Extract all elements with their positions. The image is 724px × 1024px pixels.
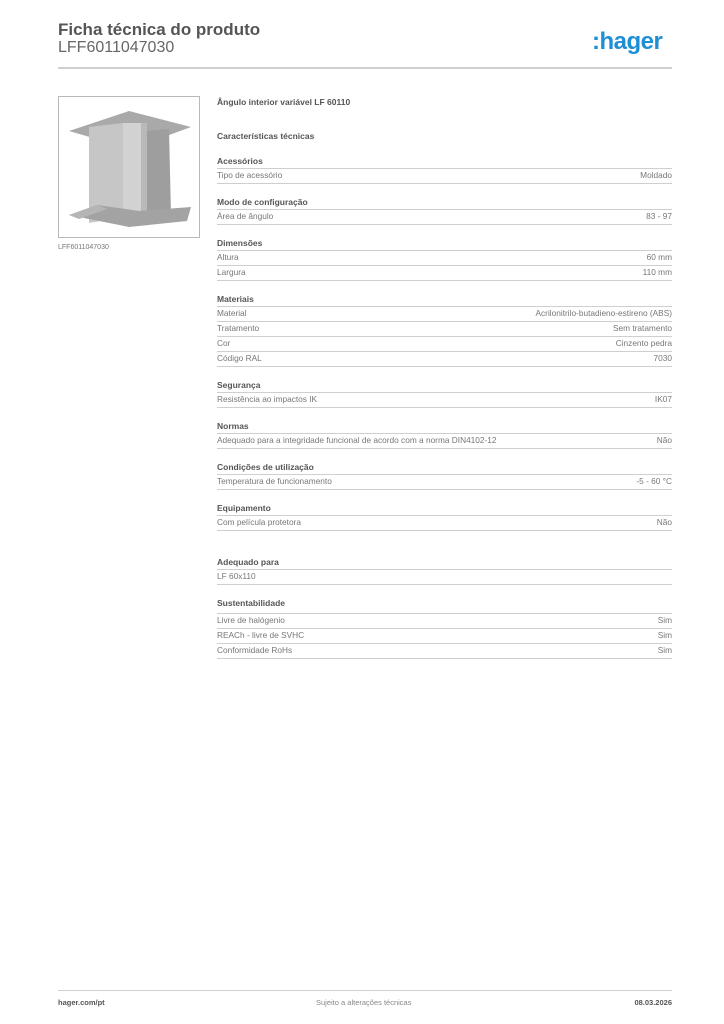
section-title: Equipamento bbox=[217, 503, 672, 516]
footer-divider bbox=[58, 990, 672, 991]
section-seguranca bbox=[217, 380, 672, 408]
footer-notice: Sujeito a alterações técnicas bbox=[316, 998, 412, 1007]
spec-label: Largura bbox=[217, 267, 246, 277]
product-reference: LFF6011047030 bbox=[58, 39, 175, 56]
spec-label: Altura bbox=[217, 252, 239, 262]
section-normas bbox=[217, 421, 672, 449]
spec-row bbox=[217, 210, 672, 225]
spec-label: Temperatura de funcionamento bbox=[217, 476, 332, 486]
spec-row bbox=[217, 393, 672, 408]
spec-row bbox=[217, 169, 672, 184]
hager-logo bbox=[592, 28, 662, 56]
section-dimensoes bbox=[217, 238, 672, 281]
page-footer bbox=[58, 998, 672, 1007]
spec-label: LF 60x110 bbox=[217, 571, 256, 581]
spec-row bbox=[217, 475, 672, 490]
spec-value: 110 mm bbox=[642, 267, 672, 277]
spec-label: Tratamento bbox=[217, 323, 260, 333]
spec-row bbox=[217, 251, 672, 266]
spec-value: Sim bbox=[657, 615, 672, 625]
section-title: Segurança bbox=[217, 380, 672, 393]
spec-label: REACh - livre de SVHC bbox=[217, 630, 305, 640]
spec-value: Sem tratamento bbox=[612, 323, 672, 333]
product-image bbox=[58, 96, 200, 238]
spec-label: Livre de halógenio bbox=[217, 615, 285, 625]
spec-label: Com película protetora bbox=[217, 517, 301, 527]
spec-label: Área de ângulo bbox=[217, 211, 274, 221]
spec-value: Cinzento pedra bbox=[615, 338, 672, 348]
section-title: Adequado para bbox=[217, 557, 672, 570]
spec-value: IK07 bbox=[654, 394, 672, 404]
spec-value: Acrilonitrilo-butadieno-estireno (ABS) bbox=[535, 308, 672, 318]
spec-label: Cor bbox=[217, 338, 231, 348]
section-equipamento bbox=[217, 503, 672, 531]
spec-row bbox=[217, 629, 672, 644]
spec-row bbox=[217, 352, 672, 367]
spec-value: Moldado bbox=[640, 170, 672, 180]
spec-value: Não bbox=[656, 517, 672, 527]
section-adequado-para bbox=[217, 557, 672, 585]
spec-value: 60 mm bbox=[646, 252, 672, 262]
spec-row bbox=[217, 516, 672, 531]
spec-label: Tipo de acessório bbox=[217, 170, 283, 180]
logo-text: :hager bbox=[592, 28, 663, 55]
footer-website-link[interactable]: hager.com/pt bbox=[58, 998, 105, 1007]
spec-row bbox=[217, 266, 672, 281]
section-acessorios bbox=[217, 156, 672, 184]
spec-row bbox=[217, 322, 672, 337]
section-title: Condições de utilização bbox=[217, 462, 672, 475]
spec-label: Código RAL bbox=[217, 353, 262, 363]
spec-label: Conformidade RoHs bbox=[217, 645, 293, 655]
spec-value: Sim bbox=[657, 630, 672, 640]
section-title: Sustentabilidade bbox=[217, 598, 672, 614]
spec-label: Resistência ao impactos IK bbox=[217, 394, 318, 404]
spec-value: 7030 bbox=[653, 353, 672, 363]
spec-value: -5 - 60 °C bbox=[636, 476, 672, 486]
spec-value: Não bbox=[656, 435, 672, 445]
spec-row bbox=[217, 337, 672, 352]
section-title: Dimensões bbox=[217, 238, 672, 251]
section-title: Acessórios bbox=[217, 156, 672, 169]
spec-label: Adequado para a integridade funcional de acordo com a norma DIN4102-12 bbox=[217, 435, 497, 445]
tech-title: Características técnicas bbox=[217, 131, 315, 141]
spec-row bbox=[217, 307, 672, 322]
image-caption: LFF6011047030 bbox=[58, 244, 109, 251]
spec-panel bbox=[217, 96, 672, 659]
spec-row bbox=[217, 644, 672, 659]
corner-angle-icon bbox=[59, 97, 199, 237]
product-name: Ângulo interior variável LF 60110 bbox=[217, 97, 351, 107]
header-divider bbox=[58, 67, 672, 69]
spec-row bbox=[217, 434, 672, 449]
section-modo-configuracao bbox=[217, 197, 672, 225]
spec-value: 83 - 97 bbox=[646, 211, 672, 221]
section-condicoes-utilizacao bbox=[217, 462, 672, 490]
page-title: Ficha técnica do produto bbox=[58, 20, 261, 39]
spec-row bbox=[217, 614, 672, 629]
section-sustentabilidade bbox=[217, 598, 672, 659]
spec-row bbox=[217, 570, 672, 585]
section-title: Materiais bbox=[217, 294, 672, 307]
section-materiais bbox=[217, 294, 672, 367]
spec-value: Sim bbox=[657, 645, 672, 655]
section-title: Modo de configuração bbox=[217, 197, 672, 210]
footer-date: 08.03.2026 bbox=[634, 998, 672, 1007]
section-title: Normas bbox=[217, 421, 672, 434]
spec-label: Material bbox=[217, 308, 247, 318]
